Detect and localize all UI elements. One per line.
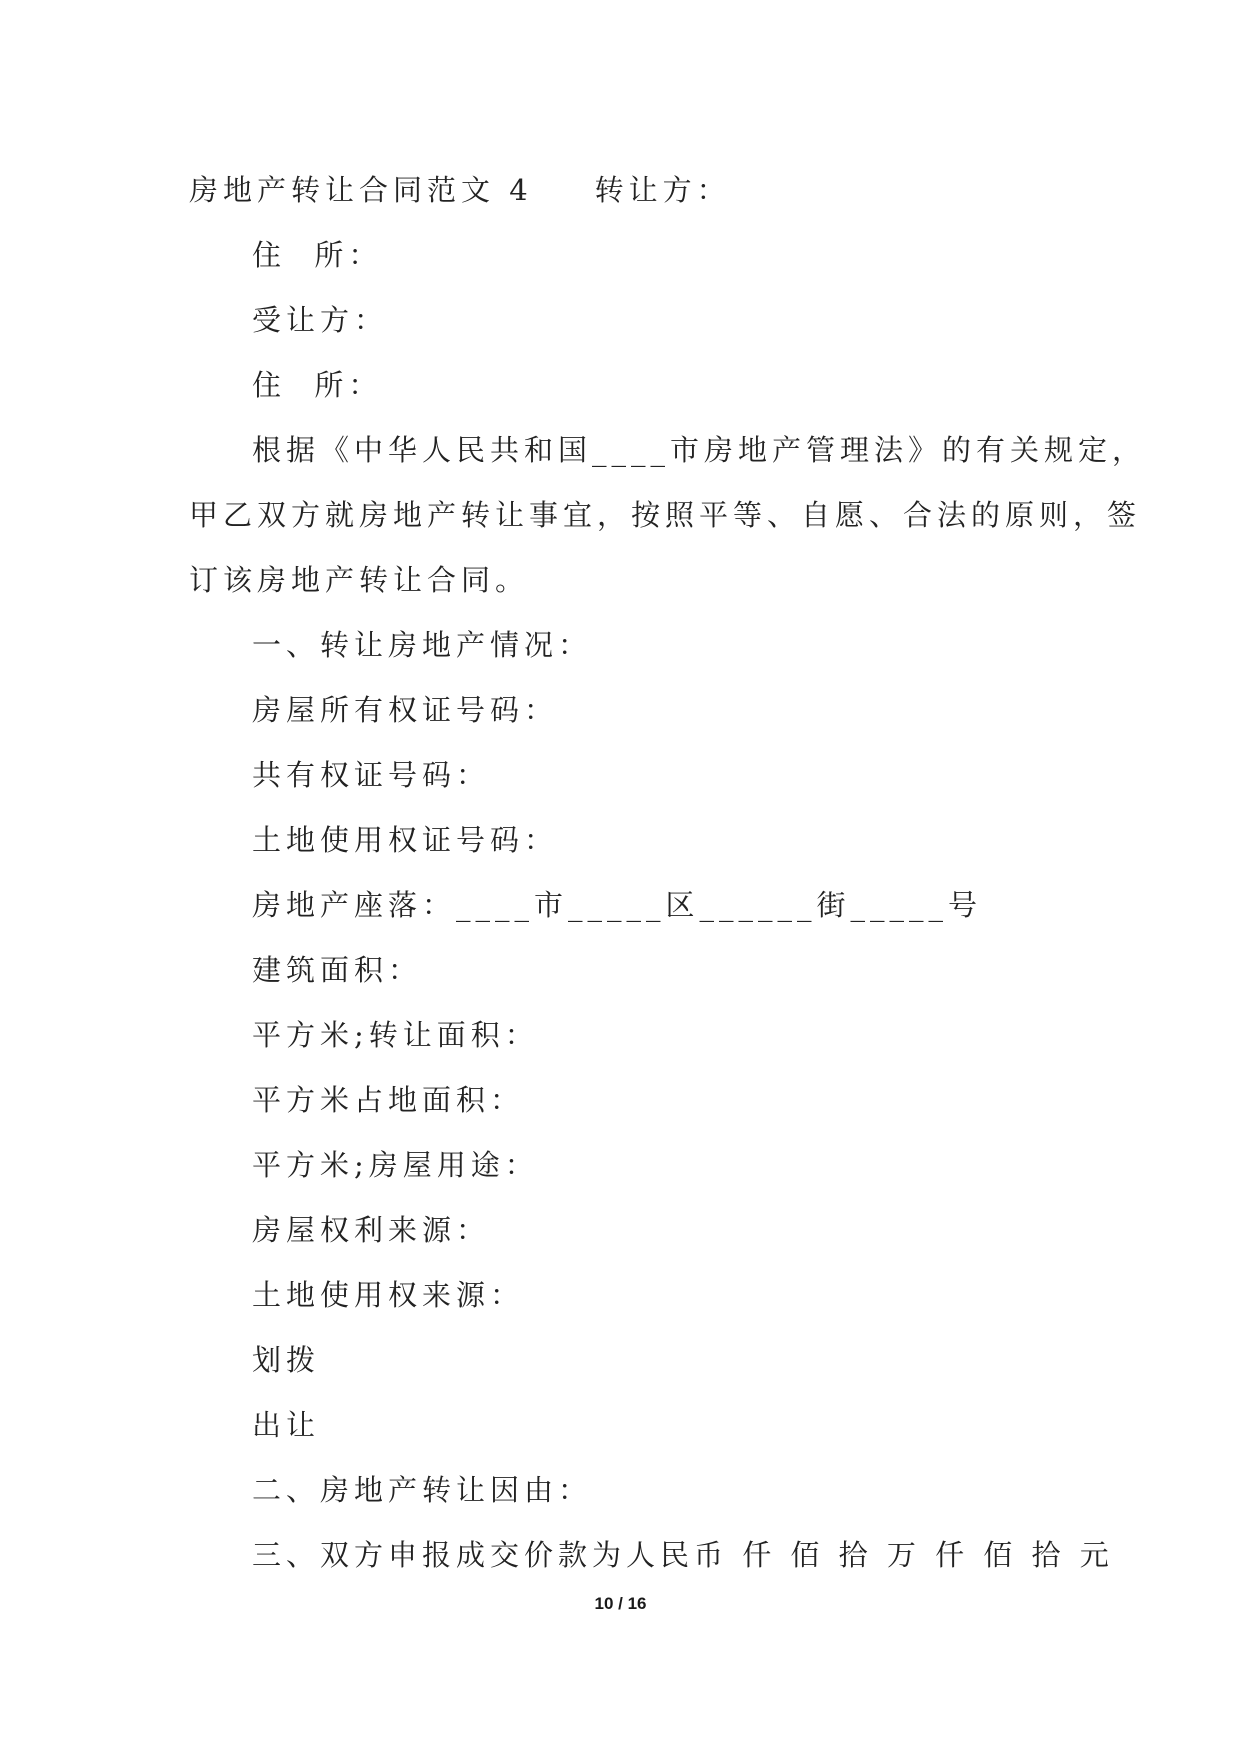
paragraph-1-line-2: 甲乙双方就房地产转让事宜，按照平等、自愿、合法的原则，签 [189,498,1142,532]
land-use-cert-line: 土地使用权证号码： [252,823,559,857]
land-area-line: 平方米占地面积： [252,1083,525,1117]
address-line-2: 住 所： [252,368,383,402]
page-indicator: 10 / 16 [594,1594,647,1613]
section-2-heading: 二、房地产转让因由： [252,1473,593,1507]
location-line: 房地产座落：____市_____区______街_____号 [252,888,983,922]
house-use-line: 平方米;房屋用途： [252,1148,539,1182]
transferee-line: 受让方： [252,303,389,337]
grant-line: 出让 [252,1408,321,1442]
paragraph-1-line-3: 订该房地产转让合同。 [189,563,530,597]
ownership-cert-line: 房屋所有权证号码： [252,693,559,727]
land-rights-source-line: 土地使用权来源： [252,1278,525,1312]
transfer-area-line: 平方米;转让面积： [252,1018,539,1052]
building-area-line: 建筑面积： [252,953,423,987]
paragraph-1-line-1: 根据《中华人民共和国____市房地产管理法》的有关规定， [252,433,1147,467]
document-body [189,158,1147,1588]
section-3-heading: 三、双方申报成交价款为人民币 仟 佰 拾 万 仟 佰 拾 元 [252,1538,1114,1572]
transferor-label: 转让方： [594,173,731,207]
title-row [189,158,1059,223]
document-title: 房地产转让合同范文 4 [189,173,533,207]
co-ownership-cert-line: 共有权证号码： [252,758,491,792]
address-line-1: 住 所： [252,238,383,272]
allocation-line: 划拨 [252,1343,321,1377]
house-rights-source-line: 房屋权利来源： [252,1213,491,1247]
section-1-heading: 一、转让房地产情况： [252,628,593,662]
